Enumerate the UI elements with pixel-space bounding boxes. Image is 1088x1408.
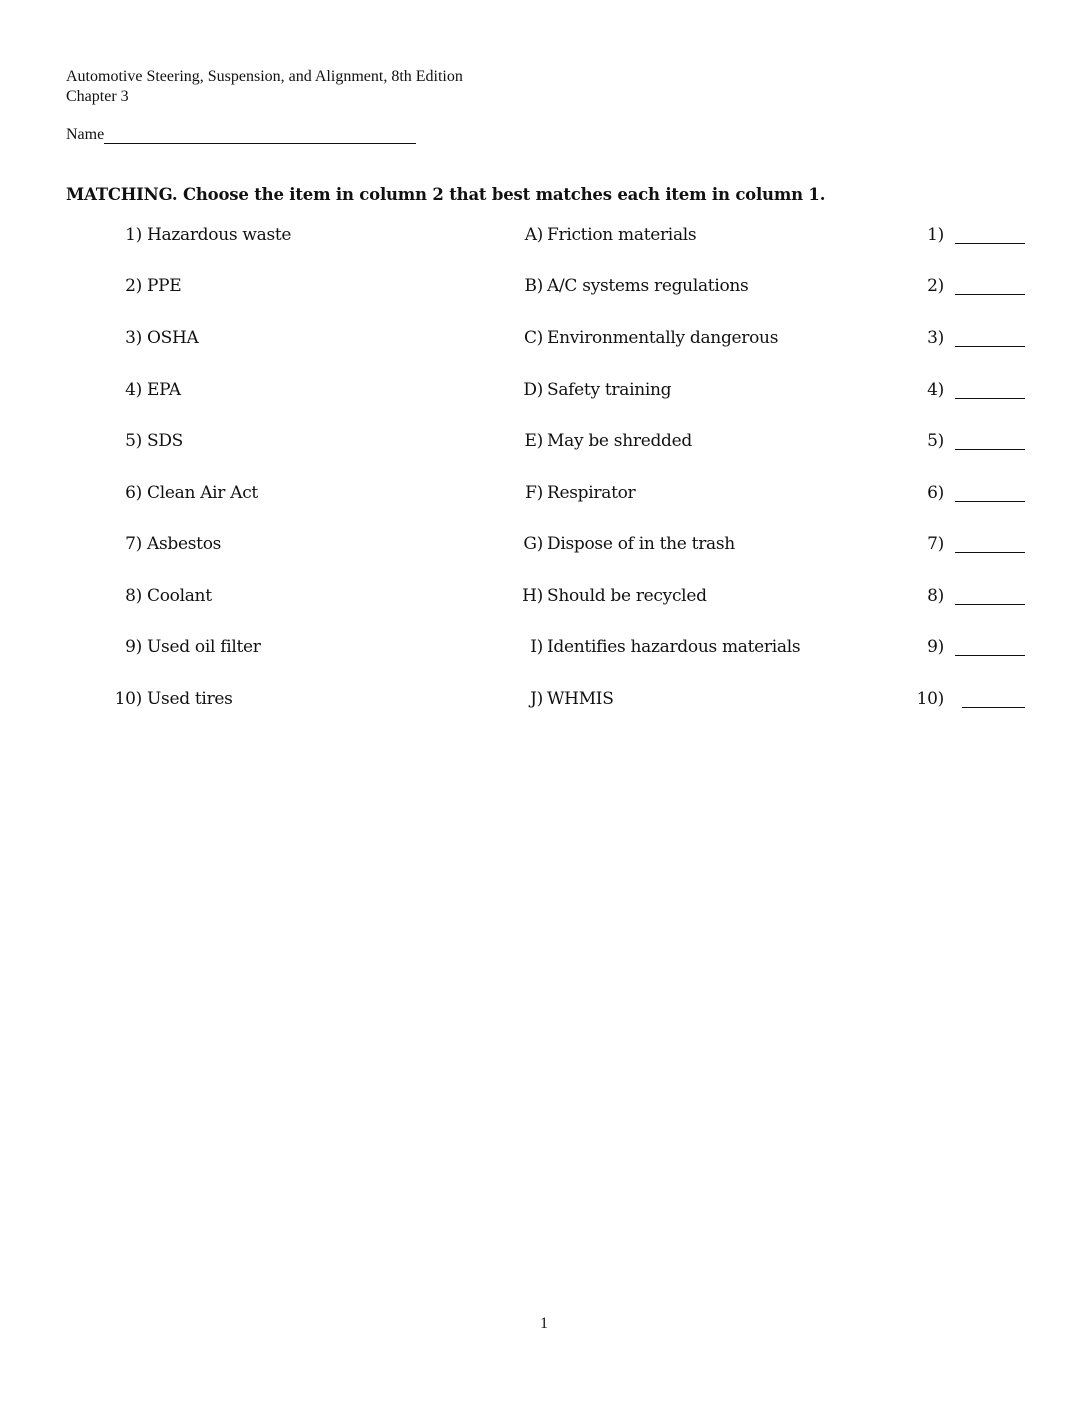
name-blank-line[interactable] — [104, 127, 416, 144]
item-number: 5) — [125, 431, 142, 451]
page-number: 1 — [540, 1315, 548, 1332]
item-number: 9) — [125, 637, 142, 657]
item-number: 7) — [125, 534, 142, 554]
answer-blank[interactable] — [962, 707, 1025, 708]
answer-blank[interactable] — [955, 398, 1025, 399]
item-number: 10) — [114, 689, 142, 709]
item-term: Used tires — [147, 689, 233, 709]
matching-row — [0, 482, 1088, 506]
answer-blank[interactable] — [955, 501, 1025, 502]
matching-row — [0, 585, 1088, 609]
match-letter: D) — [523, 380, 543, 400]
answer-number: 3) — [927, 328, 944, 348]
name-label: Name — [66, 126, 105, 143]
match-letter: F) — [525, 483, 543, 503]
answer-blank[interactable] — [955, 604, 1025, 605]
match-letter: E) — [524, 431, 543, 451]
item-term: Used oil filter — [147, 637, 261, 657]
matching-row — [0, 636, 1088, 660]
document-title: Automotive Steering, Suspension, and Alignment, 8th Edition — [66, 68, 463, 85]
matching-row — [0, 533, 1088, 557]
match-text: Safety training — [547, 380, 672, 400]
matching-row — [0, 430, 1088, 454]
answer-number: 2) — [927, 276, 944, 296]
item-term: Asbestos — [147, 534, 222, 554]
match-letter: A) — [524, 225, 543, 245]
item-number: 1) — [125, 225, 142, 245]
answer-number: 8) — [927, 586, 944, 606]
answer-number: 7) — [927, 534, 944, 554]
match-text: Should be recycled — [547, 586, 707, 606]
answer-blank[interactable] — [955, 294, 1025, 295]
answer-number: 4) — [927, 380, 944, 400]
answer-blank[interactable] — [955, 552, 1025, 553]
answer-blank[interactable] — [955, 243, 1025, 244]
item-number: 4) — [125, 380, 142, 400]
item-number: 6) — [125, 483, 142, 503]
match-text: Environmentally dangerous — [547, 328, 779, 348]
item-number: 3) — [125, 328, 142, 348]
item-term: Clean Air Act — [147, 483, 258, 503]
answer-blank[interactable] — [955, 449, 1025, 450]
match-letter: C) — [523, 328, 543, 348]
match-text: Identifies hazardous materials — [547, 637, 801, 657]
match-text: A/C systems regulations — [547, 276, 749, 296]
match-text: Dispose of in the trash — [547, 534, 735, 554]
item-term: Coolant — [147, 586, 212, 606]
matching-row — [0, 224, 1088, 248]
name-field-row — [66, 125, 416, 144]
answer-blank[interactable] — [955, 655, 1025, 656]
matching-row — [0, 688, 1088, 712]
answer-number: 6) — [927, 483, 944, 503]
answer-number: 5) — [927, 431, 944, 451]
chapter-label: Chapter 3 — [66, 88, 129, 105]
item-term: SDS — [147, 431, 184, 451]
match-text: Respirator — [547, 483, 636, 503]
match-letter: H) — [522, 586, 543, 606]
answer-number: 9) — [927, 637, 944, 657]
matching-row — [0, 327, 1088, 351]
match-text: Friction materials — [547, 225, 697, 245]
matching-row — [0, 379, 1088, 403]
item-term: PPE — [147, 276, 182, 296]
match-letter: J) — [530, 689, 543, 709]
item-number: 2) — [125, 276, 142, 296]
matching-instructions: MATCHING. Choose the item in column 2 that best matches each item in column 1. — [66, 185, 826, 204]
match-text: WHMIS — [547, 689, 614, 709]
answer-number: 10) — [916, 689, 944, 709]
matching-row — [0, 275, 1088, 299]
match-letter: G) — [523, 534, 543, 554]
item-number: 8) — [125, 586, 142, 606]
match-text: May be shredded — [547, 431, 692, 451]
item-term: EPA — [147, 380, 181, 400]
item-term: OSHA — [147, 328, 199, 348]
match-letter: B) — [524, 276, 543, 296]
match-letter: I) — [530, 637, 543, 657]
item-term: Hazardous waste — [147, 225, 292, 245]
answer-blank[interactable] — [955, 346, 1025, 347]
answer-number: 1) — [927, 225, 944, 245]
